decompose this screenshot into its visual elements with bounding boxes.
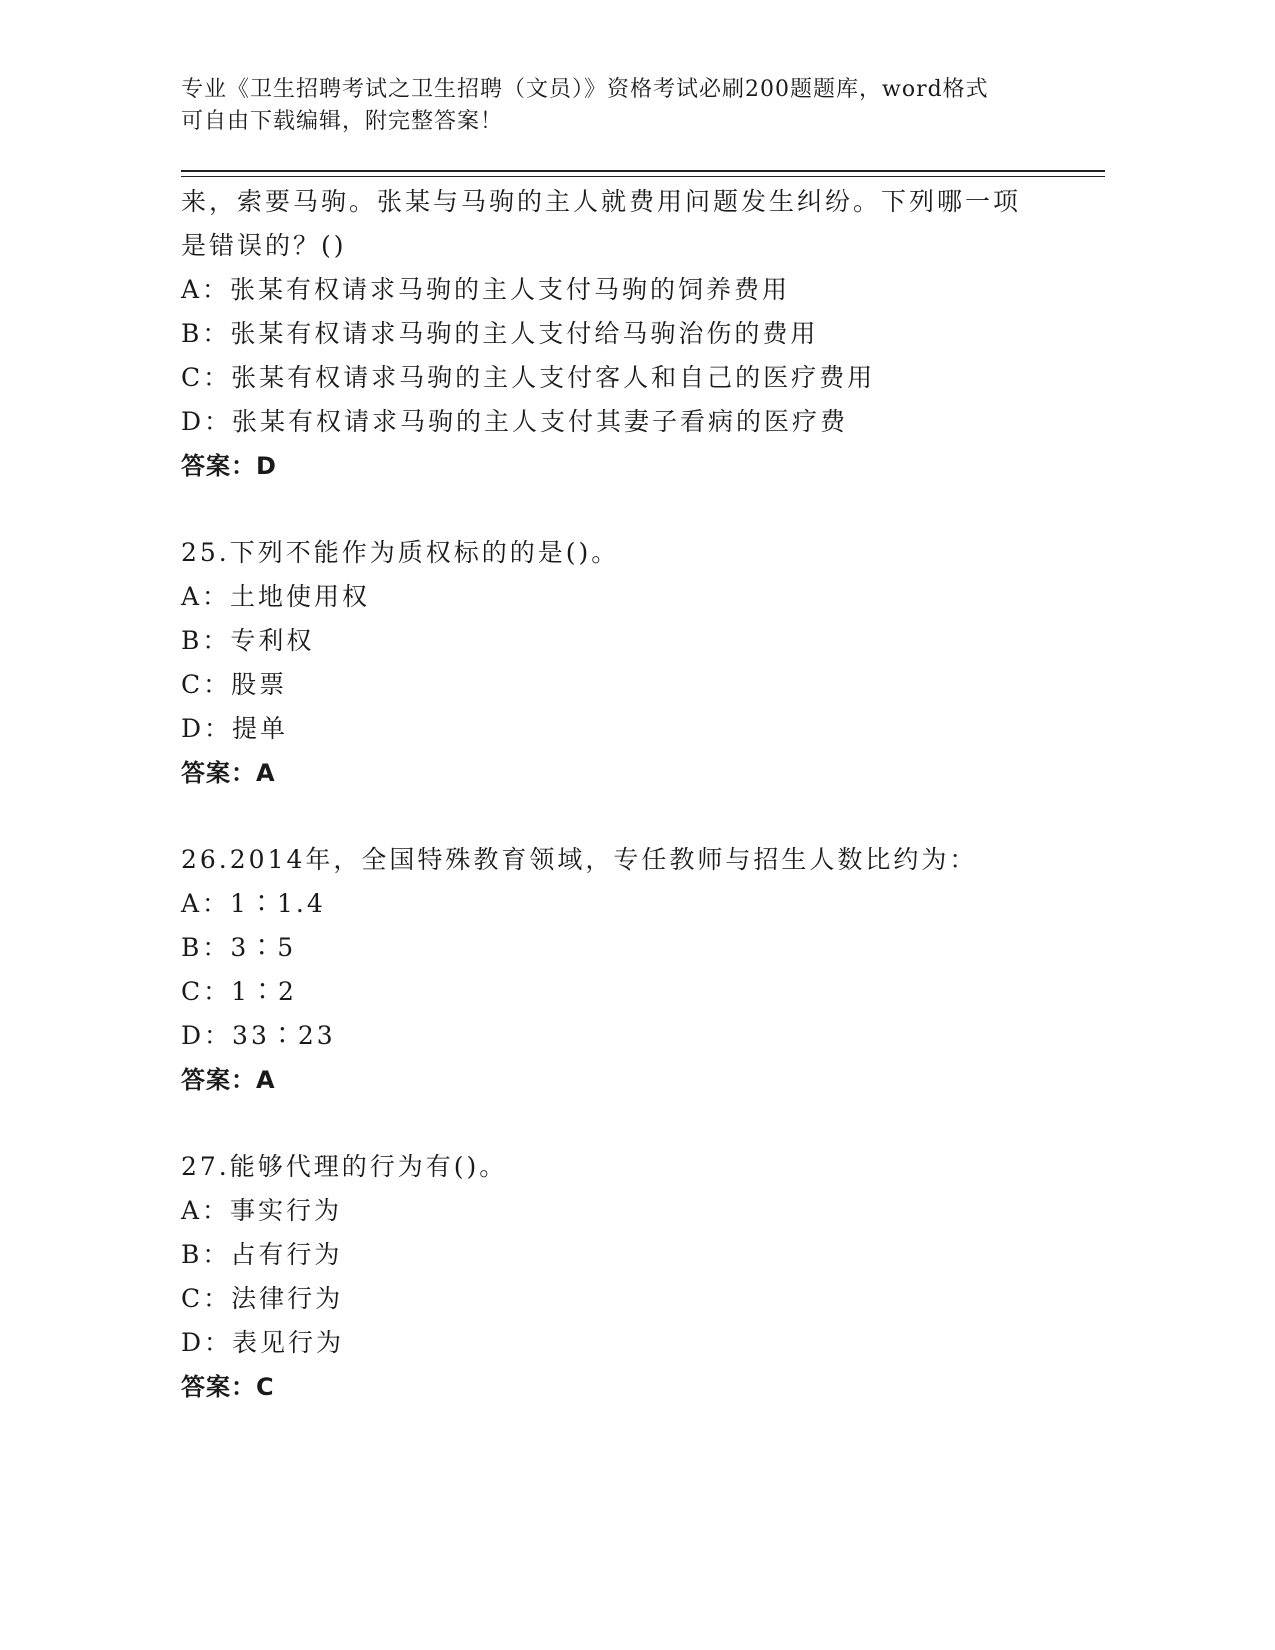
spacer bbox=[181, 1102, 1081, 1145]
question-text: 26.2014年，全国特殊教育领域，专任教师与招生人数比约为： bbox=[181, 845, 978, 874]
question-block-24-continued bbox=[181, 180, 1081, 488]
spacer bbox=[181, 795, 1081, 838]
spacer bbox=[181, 488, 1081, 531]
question-block-27 bbox=[181, 1145, 1081, 1409]
document-header bbox=[181, 74, 1061, 138]
option-a: A：1∶1.4 bbox=[181, 889, 326, 918]
answer-line: 答案：C bbox=[181, 1373, 275, 1401]
option-a: A：事实行为 bbox=[181, 1196, 343, 1225]
answer-line: 答案：A bbox=[181, 759, 276, 787]
option-c: C：1∶2 bbox=[181, 977, 297, 1006]
option-b: B：专利权 bbox=[181, 626, 315, 655]
question-text-line: 来，索要马驹。张某与马驹的主人就费用问题发生纠纷。下列哪一项 bbox=[181, 187, 1022, 216]
header-divider-thin bbox=[181, 176, 1105, 177]
option-c: C：张某有权请求马驹的主人支付客人和自己的医疗费用 bbox=[181, 363, 876, 392]
option-d: D：表见行为 bbox=[181, 1328, 345, 1357]
option-c: C：股票 bbox=[181, 670, 288, 699]
answer-line: 答案：A bbox=[181, 1066, 276, 1094]
option-d: D：33∶23 bbox=[181, 1021, 336, 1050]
question-text: 27.能够代理的行为有()。 bbox=[181, 1152, 508, 1181]
option-a: A：张某有权请求马驹的主人支付马驹的饲养费用 bbox=[181, 275, 791, 304]
option-b: B：3∶5 bbox=[181, 933, 297, 962]
option-c: C：法律行为 bbox=[181, 1284, 344, 1313]
header-title-line1: 专业《卫生招聘考试之卫生招聘（文员）》资格考试必刷200题题库，word格式 bbox=[181, 77, 989, 102]
option-a: A：土地使用权 bbox=[181, 582, 371, 611]
header-title-line2: 可自由下载编辑，附完整答案！ bbox=[181, 109, 504, 134]
option-d: D：提单 bbox=[181, 714, 289, 743]
question-text: 25.下列不能作为质权标的的是()。 bbox=[181, 538, 620, 567]
question-block-26 bbox=[181, 838, 1081, 1102]
header-divider-thick bbox=[181, 170, 1105, 172]
answer-line: 答案：D bbox=[181, 452, 277, 480]
question-block-25 bbox=[181, 531, 1081, 795]
question-text-line: 是错误的？() bbox=[181, 231, 347, 260]
option-d: D：张某有权请求马驹的主人支付其妻子看病的医疗费 bbox=[181, 407, 849, 436]
option-b: B：张某有权请求马驹的主人支付给马驹治伤的费用 bbox=[181, 319, 819, 348]
question-list bbox=[181, 180, 1081, 1409]
option-b: B：占有行为 bbox=[181, 1240, 343, 1269]
